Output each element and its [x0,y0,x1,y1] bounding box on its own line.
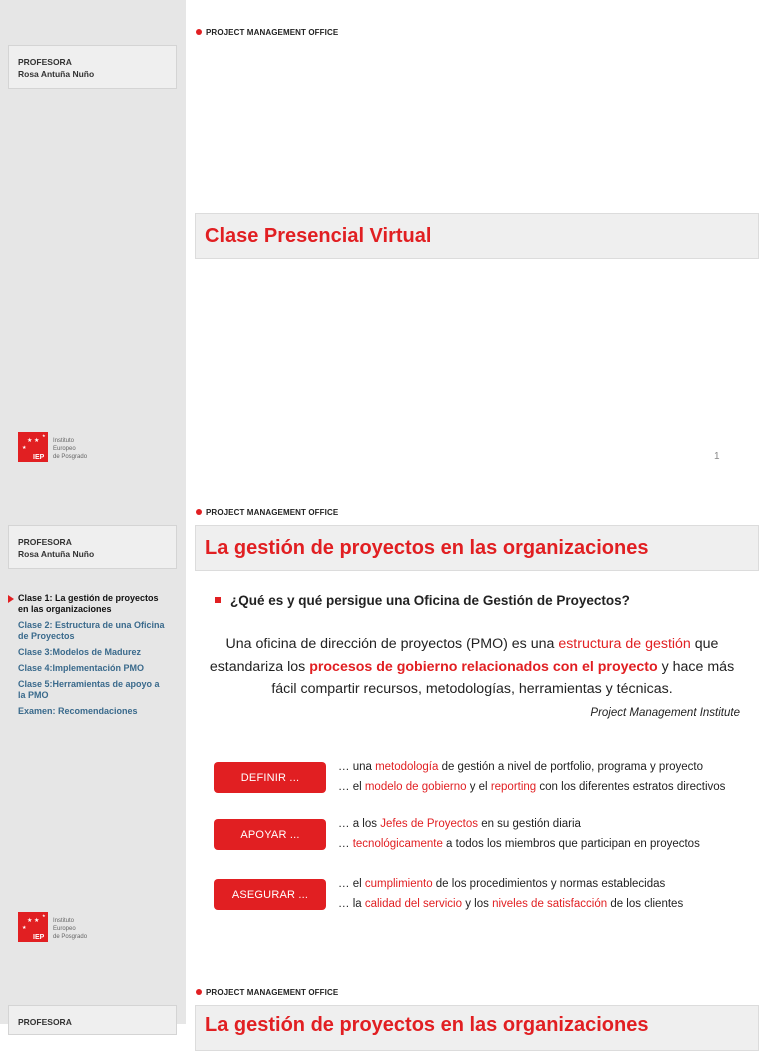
logo-text [53,917,87,941]
slide-title-bar [195,213,759,259]
svg-text:★: ★ [22,925,27,931]
logo-line3: de Posgrado [53,934,88,940]
nav-item-line: Clase 3:Modelos de Madurez [18,647,142,657]
definir-button[interactable]: DEFINIR ... [214,762,326,793]
professor-name: Rosa Antuña Nuño [18,69,95,79]
svg-text:★: ★ [42,913,46,918]
course-nav [8,593,178,722]
logo-mark-text: IEP [33,934,45,941]
logo-line2: Europeo [53,446,76,452]
apoyar-button[interactable]: APOYAR ... [214,819,326,850]
slide-title: La gestión de proyectos en las organizaciones [205,1014,649,1036]
action-line: … el cumplimiento de los procedimientos y normas establecidas [338,878,666,890]
nav-item-examen[interactable] [8,706,178,717]
professor-role: PROFESORA [18,57,72,67]
iep-logo [18,912,108,944]
nav-item-line: Clase 2: Estructura de una Oficina [18,620,165,630]
asegurar-description [338,874,683,914]
logo-mark-text: IEP [33,454,45,461]
nav-item-clase-2[interactable] [8,620,178,642]
professor-role: PROFESORA [18,537,72,547]
iep-logo-mark [18,912,48,942]
section-label: PROJECT MANAGEMENT OFFICE [206,988,339,997]
section-header [196,28,338,37]
page-number: 1 [714,451,720,462]
citation: Project Management Institute [590,707,740,719]
section-header [196,988,338,997]
square-bullet-icon [215,597,221,603]
definition-text: Una oficina de dirección de proyectos (PMO) es una [225,636,559,652]
definition-text: que estandariza los [209,636,719,675]
question-heading [215,593,630,608]
nav-item-line: Clase 4:Implementación PMO [18,663,145,673]
section-label: PROJECT MANAGEMENT OFFICE [206,28,339,37]
svg-text:★: ★ [42,433,46,438]
definition-text: y hace más fácil compartir recursos, metodologías, herramientas y técnicas. [271,658,735,697]
asegurar-button[interactable]: ASEGURAR ... [214,879,326,910]
logo-line1: Instituto [53,918,75,924]
definition-highlight: estructura de gestión [558,636,691,652]
logo-text [53,437,87,461]
definir-description [338,757,725,797]
nav-item-clase-1[interactable] [8,593,178,615]
nav-item-line: de Proyectos [18,631,75,641]
professor-box [8,525,177,569]
slide-title: Clase Presencial Virtual [205,224,432,247]
professor-box [8,45,177,89]
sidebar [0,960,186,1027]
question-text: ¿Qué es y qué persigue una Oficina de Gestión de Proyectos? [230,593,630,608]
nav-item-line: la PMO [18,690,49,700]
professor-name: Rosa Antuña Nuño [18,549,95,559]
nav-item-line: Clase 1: La gestión de proyectos [18,593,159,603]
professor-box [8,1005,177,1035]
nav-item-line: en las organizaciones [18,604,112,614]
iep-logo [18,432,108,464]
iep-logo-mark [18,432,48,462]
action-line: … la calidad del servicio y los niveles de satisfacción de los clientes [338,898,684,910]
slide-1 [0,0,768,480]
slide-title-bar [195,1005,759,1051]
professor-role: PROFESORA [18,1017,72,1027]
bullet-dot-icon [196,29,202,35]
nav-item-line: Examen: Recomendaciones [18,706,138,716]
action-line: … a los Jefes de Proyectos en su gestión diaria [338,818,581,830]
action-line: … una metodología de gestión a nivel de portfolio, programa y proyecto [338,761,704,773]
pmo-definition [200,633,744,701]
action-line: … el modelo de gobierno y el reporting con los diferentes estratos directivos [338,781,726,793]
sidebar [0,0,186,480]
definition-highlight: procesos de gobierno relacionados con el proyecto [309,658,658,675]
apoyar-description [338,814,700,854]
svg-text:★ ★: ★ ★ [27,438,40,444]
nav-item-clase-3[interactable] [8,647,178,658]
logo-line3: de Posgrado [53,454,88,460]
section-label: PROJECT MANAGEMENT OFFICE [206,508,339,517]
slide-3 [0,960,768,1036]
slide-title-bar [195,525,759,571]
nav-item-clase-5[interactable] [8,679,178,701]
logo-line2: Europeo [53,926,76,932]
svg-text:★ ★: ★ ★ [27,918,40,924]
svg-text:★: ★ [22,445,27,451]
action-line: … tecnológicamente a todos los miembros que participan en proyectos [338,838,700,850]
bullet-dot-icon [196,509,202,515]
bullet-dot-icon [196,989,202,995]
slide-title: La gestión de proyectos en las organizaciones [205,536,649,559]
nav-item-clase-4[interactable] [8,663,178,674]
nav-item-line: Clase 5:Herramientas de apoyo a [18,679,160,689]
logo-line1: Instituto [53,438,75,444]
section-header [196,508,338,517]
